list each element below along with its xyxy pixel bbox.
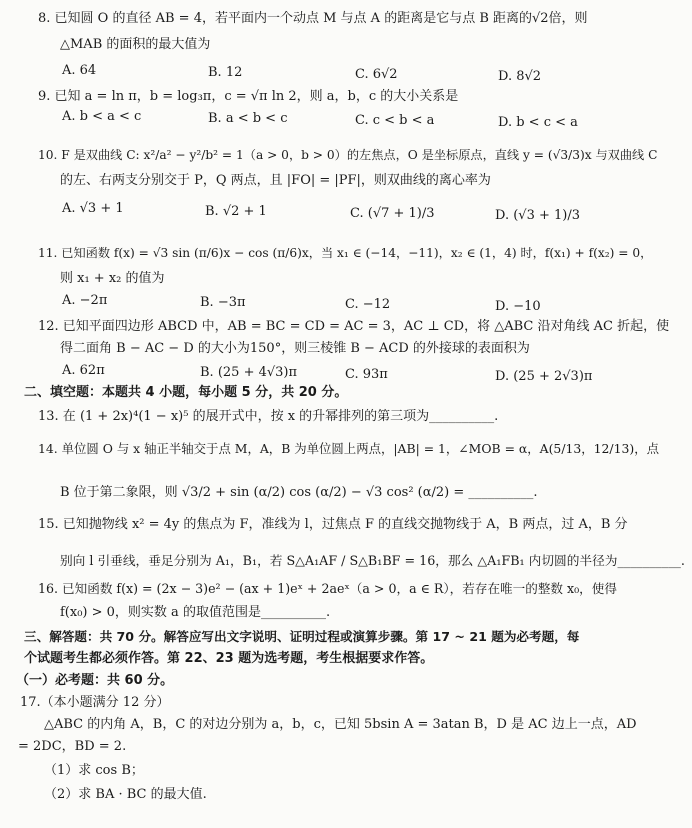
question-17-title: 17.（本小题满分 12 分） <box>20 695 170 710</box>
question-9-option-d: D. b < c < a <box>498 115 578 130</box>
question-10-line-2: 的左、右两支分别交于 P，Q 两点，且 |FO| = |PF|，则双曲线的离心率为 <box>60 173 491 188</box>
question-10-option-b: B. √2 + 1 <box>205 204 267 219</box>
question-12-line-1: 12. 已知平面四边形 ABCD 中，AB = BC = CD = AC = 3，AC ⊥ CD，将 △ABC 沿对角线 AC 折起，使 <box>38 319 670 334</box>
question-8-option-b: B. 12 <box>208 65 243 80</box>
question-8-option-c: C. 6√2 <box>355 67 398 82</box>
section-3-heading-line-1: 三、解答题：共 70 分。解答应写出文字说明、证明过程或演算步骤。第 17 ~ 21 题为必考题，每 <box>24 629 580 644</box>
question-10-option-d: D. (√3 + 1)/3 <box>495 208 581 223</box>
question-9-option-b: B. a < b < c <box>208 111 288 126</box>
question-11-line-1: 11. 已知函数 f(x) = √3 sin (π/6)x − cos (π/6)x，当 x₁ ∈ (−14，−11)，x₂ ∈ (1，4) 时，f(x₁) + f(x₂) = 0， <box>38 246 653 260</box>
question-12-line-2: 得二面角 B − AC − D 的大小为150°，则三棱锥 B − ACD 的外接球的表面积为 <box>60 341 530 356</box>
question-12-option-d: D. (25 + 2√3)π <box>495 369 593 384</box>
question-10-option-c: C. (√7 + 1)/3 <box>350 206 435 221</box>
question-13: 13. 在 (1 + 2x)⁴(1 − x)⁵ 的展开式中，按 x 的升幂排列的第三项为__________. <box>38 409 499 424</box>
question-12-option-a: A. 62π <box>62 363 105 378</box>
question-14-line-2: B 位于第二象限，则 √3/2 + sin (α/2) cos (α/2) − √3 cos² (α/2) = __________. <box>60 485 538 500</box>
question-11-line-2: 则 x₁ + x₂ 的值为 <box>60 271 165 286</box>
question-9-line-1: 9. 已知 a = ln π，b = log₃π，c = √π ln 2，则 a，b，c 的大小关系是 <box>38 89 459 104</box>
question-8-option-d: D. 8√2 <box>498 69 542 84</box>
question-15-line-1: 15. 已知抛物线 x² = 4y 的焦点为 F，准线为 l，过焦点 F 的直线交抛物线于 A，B 两点，过 A，B 分 <box>38 517 628 532</box>
question-17-line-1: △ABC 的内角 A，B，C 的对边分别为 a，b，c，已知 5bsin A = 3atan B，D 是 AC 边上一点，AD <box>44 717 637 732</box>
question-8-line-1: 8. 已知圆 O 的直径 AB = 4，若平面内一个动点 M 与点 A 的距离是它与点 B 距离的√2倍，则 <box>38 11 588 26</box>
question-11-option-b: B. −3π <box>200 295 246 310</box>
section-3-heading-line-2: 个试题考生都必须作答。第 22、23 题为选考题，考生根据要求作答。 <box>24 651 434 666</box>
question-17-part-2: （2）求 BA · BC 的最大值. <box>44 787 207 802</box>
question-10-option-a: A. √3 + 1 <box>62 201 124 216</box>
question-12-option-c: C. 93π <box>345 367 388 382</box>
question-11-option-d: D. −10 <box>495 299 541 314</box>
subsection-required-heading: （一）必考题：共 60 分。 <box>16 673 174 688</box>
question-10-line-1: 10. F 是双曲线 C: x²/a² − y²/b² = 1（a > 0，b > 0）的左焦点，O 是坐标原点，直线 y = (√3/3)x 与双曲线 C <box>38 148 658 162</box>
question-15-line-2: 别向 l 引垂线，垂足分别为 A₁，B₁，若 S△A₁AF / S△B₁BF = 16，那么 △A₁FB₁ 内切圆的半径为__________. <box>60 553 685 568</box>
question-17-line-2: = 2DC，BD = 2. <box>18 739 127 754</box>
question-11-option-c: C. −12 <box>345 297 391 312</box>
question-16-line-2: f(x₀) > 0，则实数 a 的取值范围是__________. <box>60 605 331 620</box>
question-8-option-a: A. 64 <box>62 63 97 78</box>
question-9-option-a: A. b < a < c <box>62 109 142 124</box>
question-14-line-1: 14. 单位圆 O 与 x 轴正半轴交于点 M，A，B 为单位圆上两点，|AB| = 1，∠MOB = α，A(5/13，12/13)，点 <box>38 441 659 456</box>
section-2-heading: 二、填空题：本题共 4 小题，每小题 5 分，共 20 分。 <box>24 385 348 400</box>
question-12-option-b: B. (25 + 4√3)π <box>200 365 298 380</box>
question-16-line-1: 16. 已知函数 f(x) = (2x − 3)e² − (ax + 1)eˣ + 2aeˣ（a > 0，a ∈ R），若存在唯一的整数 x₀，使得 <box>38 581 617 596</box>
question-8-line-2: △MAB 的面积的最大值为 <box>60 37 211 52</box>
question-11-option-a: A. −2π <box>62 293 108 308</box>
question-9-option-c: C. c < b < a <box>355 113 435 128</box>
question-17-part-1: （1）求 cos B； <box>44 763 144 778</box>
